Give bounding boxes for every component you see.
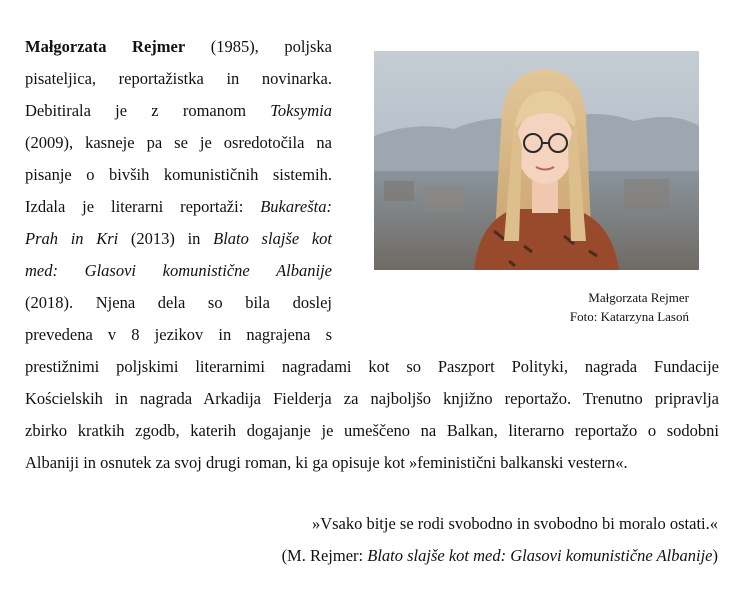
photo-caption-credit: Foto: Katarzyna Lasoń xyxy=(569,309,689,324)
bio-line-11: prestižnimi poljskimi literarnimi nagradami kot so Paszport Polityki, nagrada Fundacije xyxy=(25,357,719,376)
bio-line-13: zbirko kratkih zgodb, katerih dogajanje je umeščeno na Balkan, literarno reportažo o sodobni xyxy=(25,421,719,440)
book-title-toksymia: Toksymia xyxy=(270,101,332,120)
author-photo xyxy=(374,51,699,270)
bio-line-1: Małgorzata Rejmer (1985), poljska xyxy=(25,37,332,56)
bio-line-5: pisanje o bivših komunističnih sistemih. xyxy=(25,165,332,184)
quote-text: »Vsako bitje se rodi svobodno in svobodno bi moralo ostati.« xyxy=(311,514,718,533)
bio-line-10: prevedena v 8 jezikov in nagrajena s xyxy=(25,325,332,344)
bio-line-14: Albaniji in osnutek za svoj drugi roman, ki ga opisuje kot »feministični balkanski vestern«. xyxy=(25,453,628,472)
bio-line-3: Debitirala je z romanom Toksymia xyxy=(25,101,332,120)
bio-line-12: Kościelskih in nagrada Arkadija Fielderja za najboljšo knjižno reportažo. Trenutno pripravlja xyxy=(25,389,719,408)
bio-line-2: pisateljica, reportažistka in novinarka. xyxy=(25,69,332,88)
bio-line-8: med: Glasovi komunistične Albanije xyxy=(25,261,332,280)
photo-caption-name: Małgorzata Rejmer xyxy=(588,290,689,305)
bio-line-4: (2009), kasneje pa se je osredotočila na xyxy=(25,133,332,152)
author-name: Małgorzata Rejmer xyxy=(25,37,186,56)
bio-line-6: Izdala je literarni reportaži: Bukarešta: xyxy=(25,197,332,216)
bio-line-7: Prah in Kri (2013) in Blato slajše kot xyxy=(25,229,332,248)
quote-source: (M. Rejmer: Blato slajše kot med: Glasovi komunistične Albanije) xyxy=(281,546,718,565)
bio-line-9: (2018). Njena dela so bila doslej xyxy=(25,293,332,312)
quote-source-title: Blato slajše kot med: Glasovi komunistične Albanije xyxy=(367,546,713,565)
